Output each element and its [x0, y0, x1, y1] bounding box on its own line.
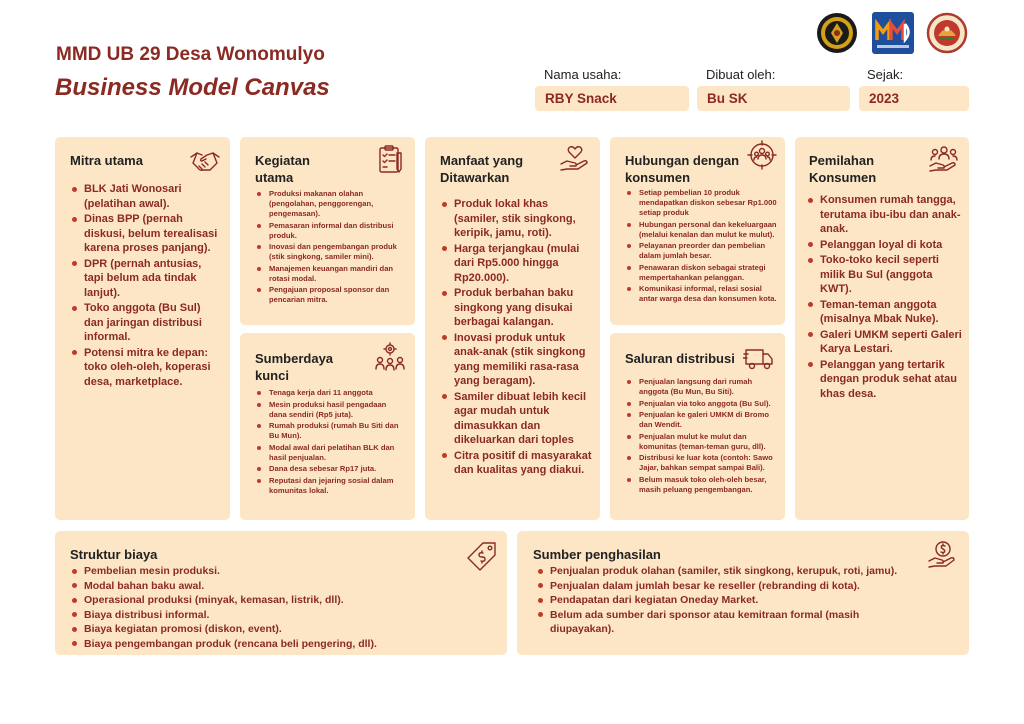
manfaat-title-line1: Manfaat yang [440, 153, 524, 168]
list-item: Potensi mitra ke depan: toko oleh-oleh, koperasi desa, marketplace. [71, 346, 223, 390]
list-item: BLK Jati Wonosari (pelatihan awal). [71, 182, 223, 211]
list-item: Penjualan dalam jumlah besar ke reseller (rebranding di kota). [537, 579, 922, 594]
list-item: Penjualan mulut ke mulut dan komunitas (teman-teman guru, dll). [626, 432, 776, 452]
pemilahan-title-line2: Konsumen [809, 170, 877, 185]
list-item: Galeri UMKM seperti Galeri Karya Lestari. [807, 328, 967, 357]
list-item: Pelanggan yang tertarik dengan produk sehat atau khas desa. [807, 358, 967, 402]
list-item: Harga terjangkau (mulai dari Rp5.000 hingga Rp20.000). [441, 242, 593, 286]
list-item: Manajemen keuangan mandiri dan rotasi modal. [256, 264, 406, 284]
list-item: Penawaran diskon sebagai strategi mempertahankan pelanggan. [626, 263, 781, 283]
mitra-list [71, 182, 223, 390]
list-item: Samiler dibuat lebih kecil agar mudah untuk dimasukkan dan dikeluarkan dari toples [441, 390, 593, 448]
pemilahan-list [807, 193, 967, 402]
customer-group-icon [928, 142, 960, 174]
list-item: Pembelian mesin produksi. [71, 564, 491, 579]
pemilahan-title [809, 152, 876, 186]
list-item: Penjualan via toko anggota (Bu Sul). [626, 399, 776, 409]
nama-usaha-value: RBY Snack [535, 86, 689, 111]
list-item: Dana desa sebesar Rp17 juta. [256, 464, 406, 474]
list-item: Teman-teman anggota (misalnya Mbak Nuke). [807, 298, 967, 327]
list-item: Setiap pembelian 10 produk mendapatkan diskon sebesar Rp1.000 setiap produk [626, 188, 781, 218]
kegiatan-list [256, 189, 406, 307]
list-item: Toko anggota (Bu Sul) dan jaringan distribusi informal. [71, 301, 223, 345]
list-item: Penjualan produk olahan (samiler, stik singkong, kerupuk, roti, jamu). [537, 564, 922, 579]
list-item: Reputasi dan jejaring sosial dalam komunitas lokal. [256, 476, 406, 496]
list-item: Hubungan personal dan kekeluargaan (melalui kenalan dan mulut ke mulut). [626, 220, 781, 240]
canvas-title: Business Model Canvas [55, 74, 330, 101]
manfaat-list [441, 197, 593, 479]
hand-heart-icon [559, 142, 591, 174]
nama-usaha-label: Nama usaha: [544, 67, 622, 82]
list-item: Tenaga kerja dari 11 anggota [256, 388, 406, 398]
list-item: Belum masuk toko oleh-oleh besar, masih peluang pengembangan. [626, 475, 776, 495]
list-item: DPR (pernah antusias, tapi belum ada tindak lanjut). [71, 257, 223, 301]
card-saluran [610, 333, 785, 520]
list-item: Modal bahan baku awal. [71, 579, 491, 594]
sumberdaya-title-line2: kunci [255, 368, 289, 383]
header-title: MMD UB 29 Desa Wonomulyo [56, 44, 325, 65]
list-item: Produksi makanan olahan (pengolahan, penggorengan, pengemasan). [256, 189, 406, 219]
penghasilan-list [537, 564, 922, 637]
list-item: Produk berbahan baku singkong yang disukai berbagai kalangan. [441, 286, 593, 330]
sumberdaya-title-line1: Sumberdaya [255, 351, 334, 366]
customer-target-icon [746, 139, 778, 171]
card-pemilahan [795, 137, 969, 520]
list-item: Inovasi produk untuk anak-anak (stik singkong yang memiliki rasa-rasa yang beragam). [441, 331, 593, 389]
biaya-list [71, 564, 491, 652]
university-seal-icon [816, 12, 858, 54]
card-kegiatan-utama [240, 137, 415, 325]
dibuat-oleh-label: Dibuat oleh: [706, 67, 776, 82]
list-item: Produk lokal khas (samiler, stik singkong, keripik, jamu, roti). [441, 197, 593, 241]
saluran-title: Saluran distribusi [625, 351, 735, 366]
mmd-logo-icon [872, 12, 914, 54]
list-item: Pengajuan proposal sponsor dan pencarian mitra. [256, 285, 406, 305]
list-item: Toko-toko kecil seperti milik Bu Sul (anggota KWT). [807, 253, 967, 297]
list-item: Pelanggan loyal di kota [807, 238, 967, 253]
team-gear-icon [374, 341, 406, 373]
biaya-title: Struktur biaya [70, 547, 158, 562]
penghasilan-title: Sumber penghasilan [533, 547, 661, 562]
card-struktur-biaya [55, 531, 507, 655]
card-mitra-utama [55, 137, 230, 520]
list-item: Mesin produksi hasil pengadaan dana sendiri (Rp5 juta). [256, 400, 406, 420]
list-item: Modal awal dari pelatihan BLK dan hasil penjualan. [256, 443, 406, 463]
money-hand-icon [927, 539, 959, 571]
list-item: Operasional produksi (minyak, kemasan, listrik, dll). [71, 593, 491, 608]
list-item: Citra positif di masyarakat dan kualitas yang diakui. [441, 449, 593, 478]
sumberdaya-title [255, 350, 333, 384]
sumberdaya-list [256, 388, 406, 497]
manfaat-title-line2: Ditawarkan [440, 170, 510, 185]
saluran-list [626, 377, 776, 496]
manfaat-title [440, 152, 523, 186]
sejak-label: Sejak: [867, 67, 904, 82]
list-item: Pendapatan dari kegiatan Oneday Market. [537, 593, 922, 608]
list-item: Rumah produksi (rumah Bu Siti dan Bu Mun). [256, 421, 406, 441]
list-item: Komunikasi informal, relasi sosial antar warga desa dan konsumen kota. [626, 284, 781, 304]
clipboard-checklist-icon [374, 143, 406, 175]
kegiatan-title [255, 152, 310, 186]
card-hubungan [610, 137, 785, 325]
mitra-title: Mitra utama [70, 153, 143, 168]
list-item: Belum ada sumber dari sponsor atau kemitraan formal (masih diupayakan). [537, 608, 922, 637]
hubungan-title-line1: Hubungan dengan [625, 153, 740, 168]
delivery-truck-icon [743, 342, 775, 374]
dibuat-oleh-value: Bu SK [697, 86, 850, 111]
list-item: Biaya distribusi informal. [71, 608, 491, 623]
list-item: Distribusi ke luar kota (contoh: Sawo Jajar, bahkan sempat sampai Bali). [626, 453, 776, 473]
list-item: Konsumen rumah tangga, terutama ibu-ibu dan anak-anak. [807, 193, 967, 237]
list-item: Pelayanan preorder dan pembelian dalam jumlah besar. [626, 241, 781, 261]
card-manfaat [425, 137, 600, 520]
sejak-value: 2023 [859, 86, 969, 111]
list-item: Dinas BPP (pernah diskusi, belum terealisasi karena proses panjang). [71, 212, 223, 256]
logo-group [816, 12, 976, 56]
card-sumberdaya-kunci [240, 333, 415, 520]
list-item: Pemasaran informal dan distribusi produk. [256, 221, 406, 241]
list-item: Penjualan langsung dari rumah anggota (Bu Mun, Bu Siti). [626, 377, 776, 397]
pemilahan-title-line1: Pemilahan [809, 153, 875, 168]
handshake-icon [189, 145, 221, 177]
list-item: Biaya pengembangan produk (rencana beli pengering, dll). [71, 637, 491, 652]
hubungan-title [625, 152, 739, 186]
list-item: Penjualan ke galeri UMKM di Bromo dan Wendit. [626, 410, 776, 430]
list-item: Inovasi dan pengembangan produk (stik singkong, samiler mini). [256, 242, 406, 262]
kegiatan-title-line2: utama [255, 170, 294, 185]
card-sumber-penghasilan [517, 531, 969, 655]
hubungan-title-line2: konsumen [625, 170, 691, 185]
hubungan-list [626, 188, 781, 306]
kegiatan-title-line1: Kegiatan [255, 153, 310, 168]
list-item: Biaya kegiatan promosi (diskon, event). [71, 622, 491, 637]
village-emblem-icon [926, 12, 968, 54]
